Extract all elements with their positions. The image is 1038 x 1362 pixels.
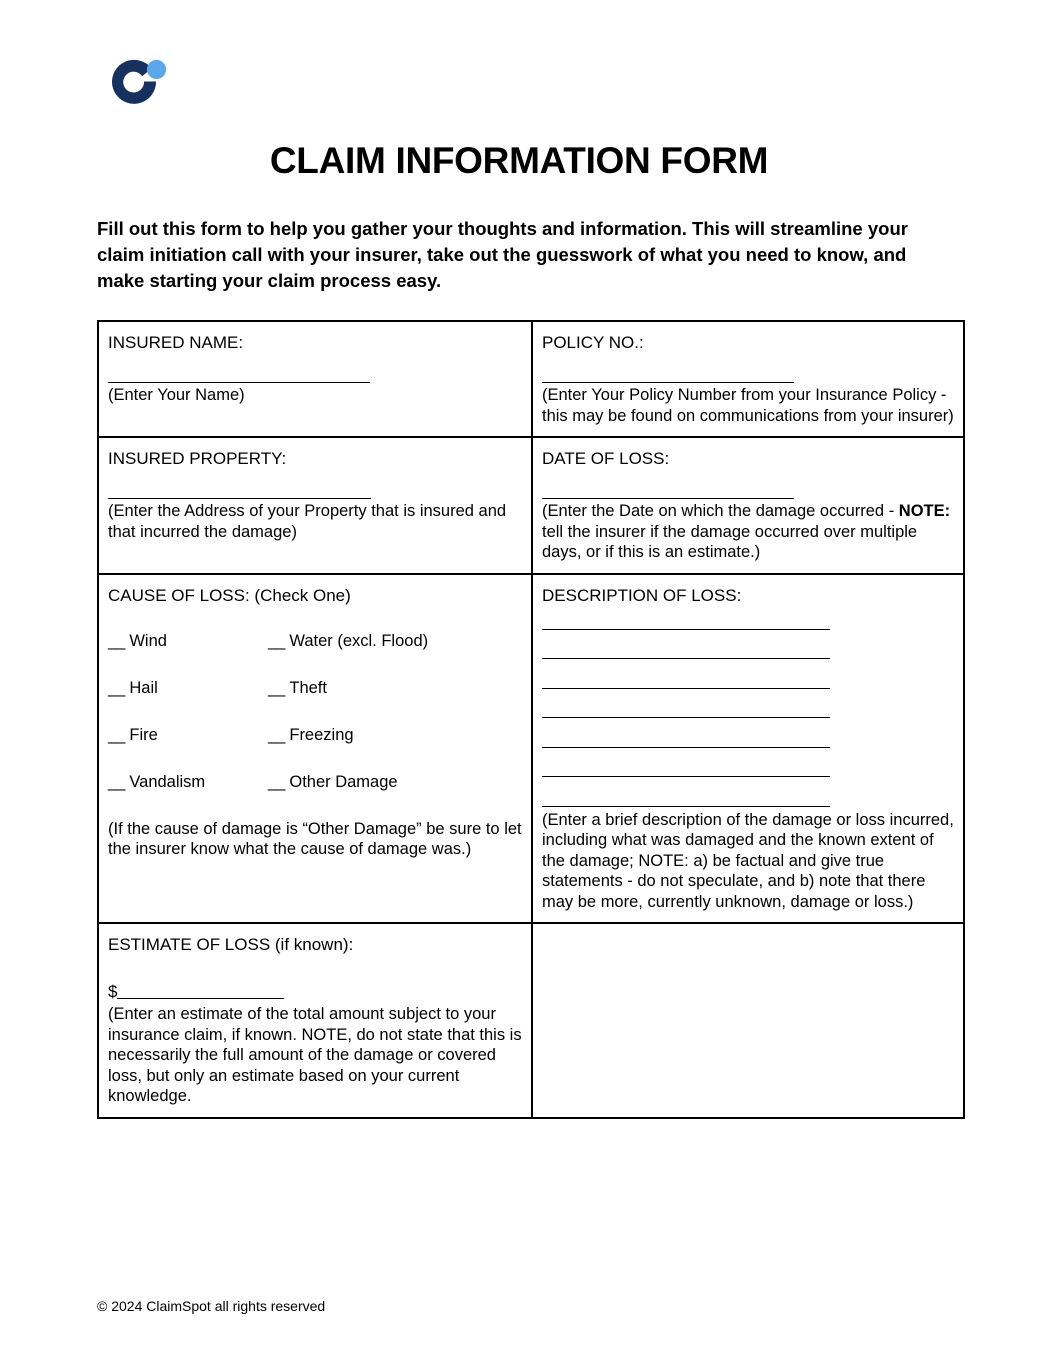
cause-of-loss-note: (If the cause of damage is “Other Damage” be sure to let the insurer know what the cause of damage was.): [108, 819, 522, 858]
date-of-loss-note-label: NOTE:: [898, 502, 951, 520]
checkbox-label: Other Damage: [289, 772, 398, 791]
table-row-insured-name-policy: [98, 321, 964, 437]
cause-of-loss-options: [108, 631, 523, 793]
estimate-of-loss-heading: ESTIMATE OF LOSS (if known):: [108, 935, 354, 954]
date-of-loss-hint-part1: (Enter the Date on which the damage occurred -: [542, 502, 899, 520]
checkbox-blank-icon: __: [108, 725, 125, 744]
checkbox-option-water[interactable]: [268, 631, 508, 652]
cause-row: [108, 772, 523, 793]
insured-name-heading: INSURED NAME:: [108, 333, 244, 352]
insured-property-heading: INSURED PROPERTY:: [108, 449, 287, 468]
checkbox-option-wind[interactable]: [108, 631, 268, 652]
checkbox-option-other-damage[interactable]: [268, 772, 508, 793]
estimate-input-line[interactable]: [117, 998, 284, 999]
claim-form-table: [97, 320, 965, 1119]
checkbox-blank-icon: __: [268, 772, 285, 791]
cell-estimate-of-loss: [98, 923, 532, 1118]
checkbox-blank-icon: __: [268, 631, 285, 650]
description-writing-lines: [542, 629, 955, 807]
description-input-line[interactable]: [542, 688, 830, 689]
checkbox-label: Water (excl. Flood): [289, 631, 429, 650]
cell-empty: [532, 923, 964, 1118]
insured-name-hint: (Enter Your Name): [108, 386, 245, 404]
description-input-line[interactable]: [542, 629, 830, 630]
insured-name-input-line[interactable]: [108, 382, 370, 383]
description-of-loss-hint: (Enter a brief description of the damage or loss incurred, including what was damaged and the known extent of the damage; NOTE: a) be factual and give true statements - do not speculate, and b) note that there may be more, currently unknown, damage or loss.): [542, 810, 954, 911]
checkbox-option-vandalism[interactable]: [108, 772, 268, 793]
checkbox-blank-icon: __: [108, 631, 125, 650]
description-input-line[interactable]: [542, 658, 830, 659]
checkbox-label: Hail: [129, 678, 158, 697]
description-input-line[interactable]: [542, 717, 830, 718]
currency-symbol: $: [108, 982, 118, 1001]
estimate-of-loss-hint: (Enter an estimate of the total amount subject to your insurance claim, if known. NOTE, do not state that this is necessarily the full amount of the damage or covered loss, but only an estimate based on your current knowledge.: [108, 1005, 522, 1105]
description-input-line[interactable]: [542, 747, 830, 748]
table-row-property-date: [98, 437, 964, 574]
checkbox-label: Fire: [129, 725, 158, 744]
checkbox-blank-icon: __: [268, 678, 285, 697]
cause-row: [108, 631, 523, 652]
circle-dot-icon: [104, 57, 174, 113]
checkbox-label: Vandalism: [129, 772, 206, 791]
policy-no-heading: POLICY NO.:: [542, 333, 644, 352]
checkbox-blank-icon: __: [268, 725, 285, 744]
checkbox-label: Theft: [289, 678, 327, 697]
cell-policy-no: [532, 321, 964, 437]
claimspot-logo: [104, 57, 174, 113]
date-of-loss-heading: DATE OF LOSS:: [542, 449, 670, 468]
cell-description-of-loss: [532, 574, 964, 924]
cell-date-of-loss: [532, 437, 964, 574]
policy-no-hint: (Enter Your Policy Number from your Insurance Policy - this may be found on communications from your insurer): [542, 386, 954, 425]
cell-cause-of-loss: [98, 574, 532, 924]
date-of-loss-hint: [542, 501, 955, 563]
checkbox-label: Wind: [129, 631, 167, 650]
checkbox-option-theft[interactable]: [268, 678, 508, 699]
page-title: CLAIM INFORMATION FORM: [269, 140, 769, 181]
description-input-line[interactable]: [542, 776, 830, 777]
checkbox-label: Freezing: [289, 725, 354, 744]
insured-property-hint: (Enter the Address of your Property that is insured and that incurred the damage): [108, 502, 507, 541]
insured-property-input-line[interactable]: [108, 498, 371, 499]
cell-insured-property: [98, 437, 532, 574]
description-of-loss-heading: DESCRIPTION OF LOSS:: [542, 585, 742, 605]
date-of-loss-input-line[interactable]: [542, 498, 794, 499]
cause-row: [108, 725, 523, 746]
checkbox-blank-icon: __: [108, 678, 125, 697]
checkbox-option-freezing[interactable]: [268, 725, 508, 746]
estimate-amount-field[interactable]: [108, 982, 523, 1002]
checkbox-option-hail[interactable]: [108, 678, 268, 699]
intro-paragraph: Fill out this form to help you gather your thoughts and information. This will streamline your claim initiation call with your insurer, take out the guesswork of what you need to know, and make starting your claim process easy.: [97, 218, 908, 291]
table-row-estimate: [98, 923, 964, 1118]
cause-row: [108, 678, 523, 699]
cause-of-loss-heading: CAUSE OF LOSS: (Check One): [108, 585, 351, 605]
copyright-footer: © 2024 ClaimSpot all rights reserved: [97, 1298, 326, 1314]
checkbox-option-fire[interactable]: [108, 725, 268, 746]
date-of-loss-hint-part2: tell the insurer if the damage occurred over multiple days, or if this is an estimate.): [542, 522, 918, 561]
policy-no-input-line[interactable]: [542, 382, 794, 383]
table-row-cause-description: [98, 574, 964, 924]
description-input-line[interactable]: [542, 806, 830, 807]
cell-insured-name: [98, 321, 532, 437]
checkbox-blank-icon: __: [108, 772, 125, 791]
